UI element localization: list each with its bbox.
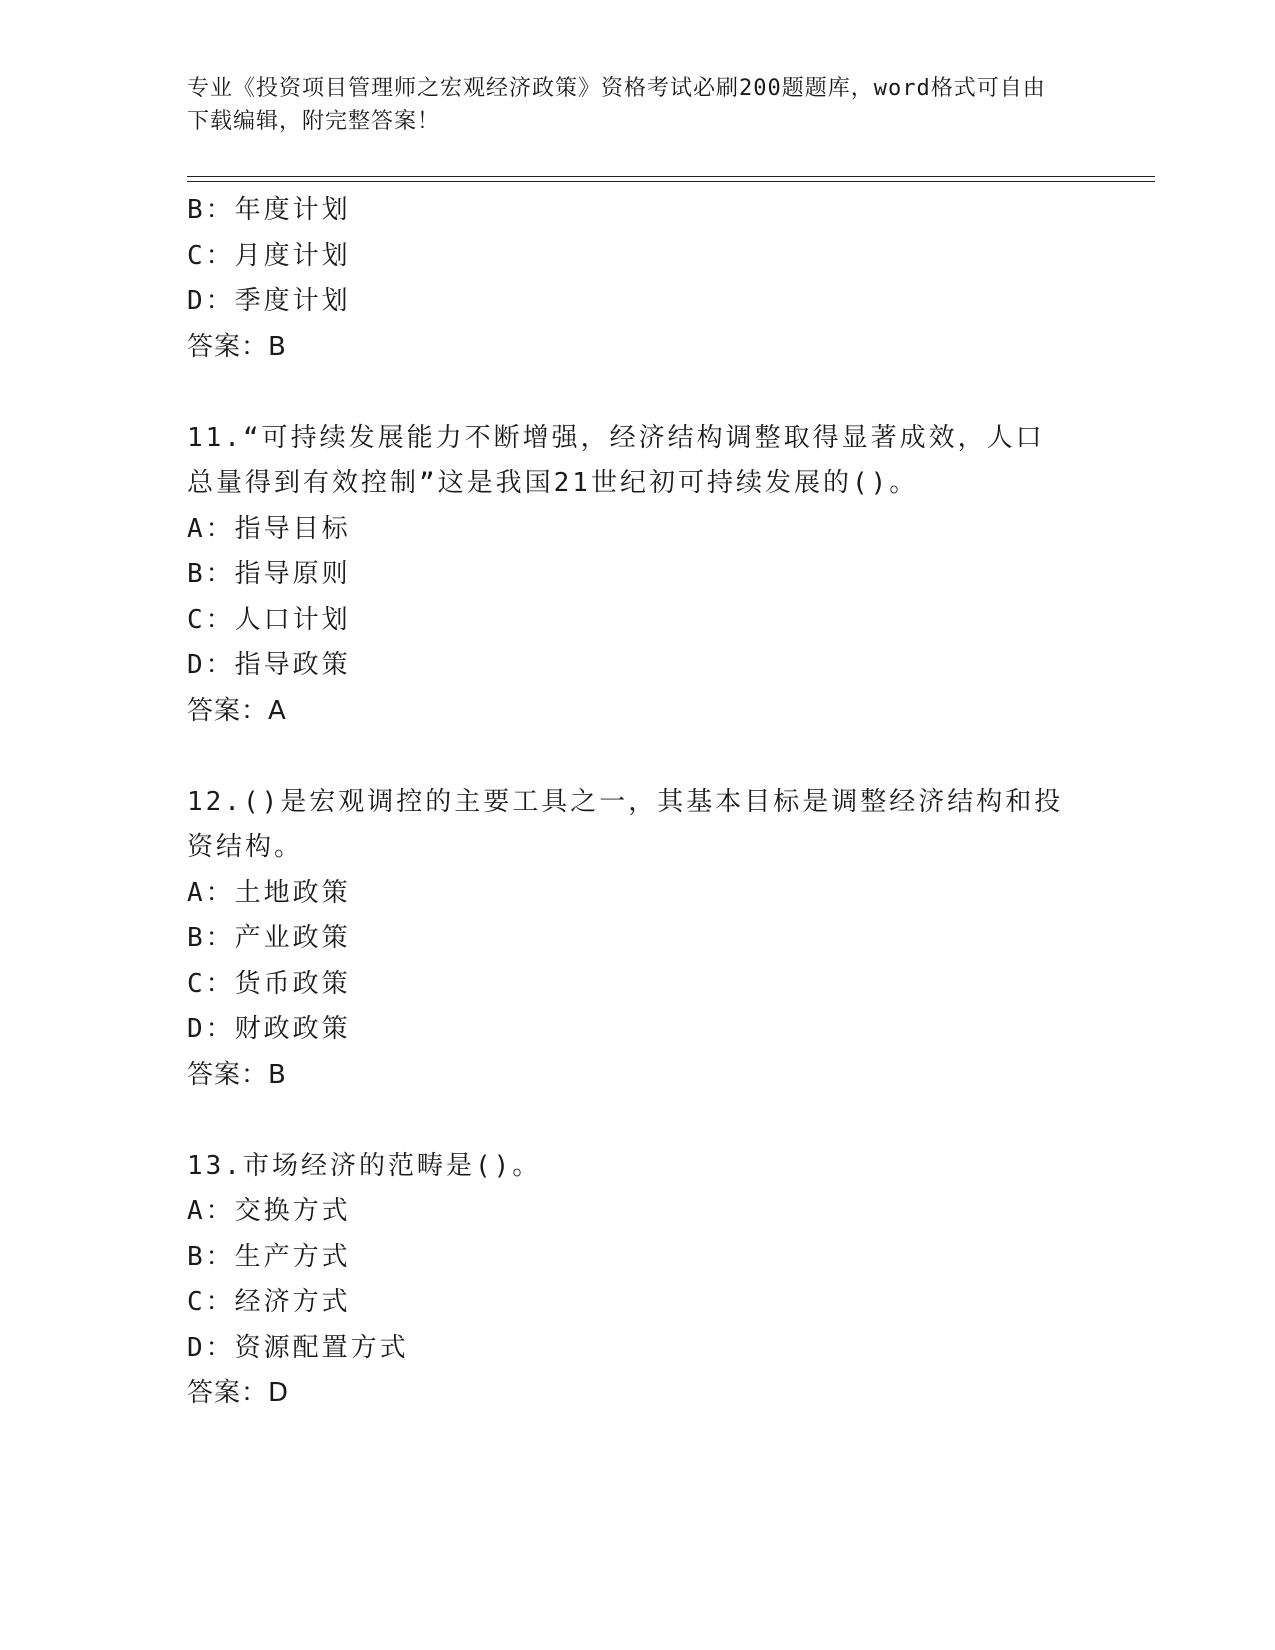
- answer-line: 答案：B: [187, 331, 287, 362]
- document-header: 专业《投资项目管理师之宏观经济政策》资格考试必刷200题题库，word格式可自由下载编辑，附完整答案！: [187, 76, 1046, 134]
- option-a: A：指导目标: [187, 513, 351, 544]
- option-a: A：土地政策: [187, 877, 351, 908]
- question-block-partial: [187, 188, 1087, 370]
- answer-line: 答案：A: [187, 695, 287, 726]
- question-block-13: [187, 1144, 1087, 1417]
- option-d: D：指导政策: [187, 650, 351, 680]
- question-stem: 13.市场经济的范畴是()。: [187, 1150, 542, 1181]
- answer-line: 答案：B: [187, 1059, 287, 1090]
- option-a: A：交换方式: [187, 1196, 351, 1226]
- option-c: C：月度计划: [187, 240, 351, 271]
- header-divider-bottom: [187, 181, 1155, 182]
- spacer: [187, 734, 1087, 780]
- option-b: B：产业政策: [187, 923, 351, 953]
- option-d: D：资源配置方式: [187, 1332, 409, 1363]
- spacer: [187, 370, 1087, 416]
- header-divider-top: [187, 176, 1155, 177]
- option-b: B：年度计划: [187, 195, 351, 225]
- option-b: B：生产方式: [187, 1241, 351, 1272]
- option-c: C：经济方式: [187, 1287, 351, 1317]
- question-block-11: [187, 416, 1087, 735]
- spacer: [187, 1098, 1087, 1144]
- option-c: C：货币政策: [187, 968, 351, 999]
- question-list: [187, 188, 1087, 1417]
- question-stem: 12.()是宏观调控的主要工具之一，其基本目标是调整经济结构和投资结构。: [187, 786, 1064, 862]
- question-block-12: [187, 780, 1087, 1099]
- answer-line: 答案：D: [187, 1378, 290, 1408]
- option-d: D：季度计划: [187, 286, 351, 316]
- option-d: D：财政政策: [187, 1014, 351, 1044]
- option-c: C：人口计划: [187, 604, 351, 635]
- question-stem: 11.“可持续发展能力不断增强，经济结构调整取得显著成效，人口总量得到有效控制”这是我国21世纪初可持续发展的()。: [187, 422, 1045, 498]
- option-b: B：指导原则: [187, 559, 351, 589]
